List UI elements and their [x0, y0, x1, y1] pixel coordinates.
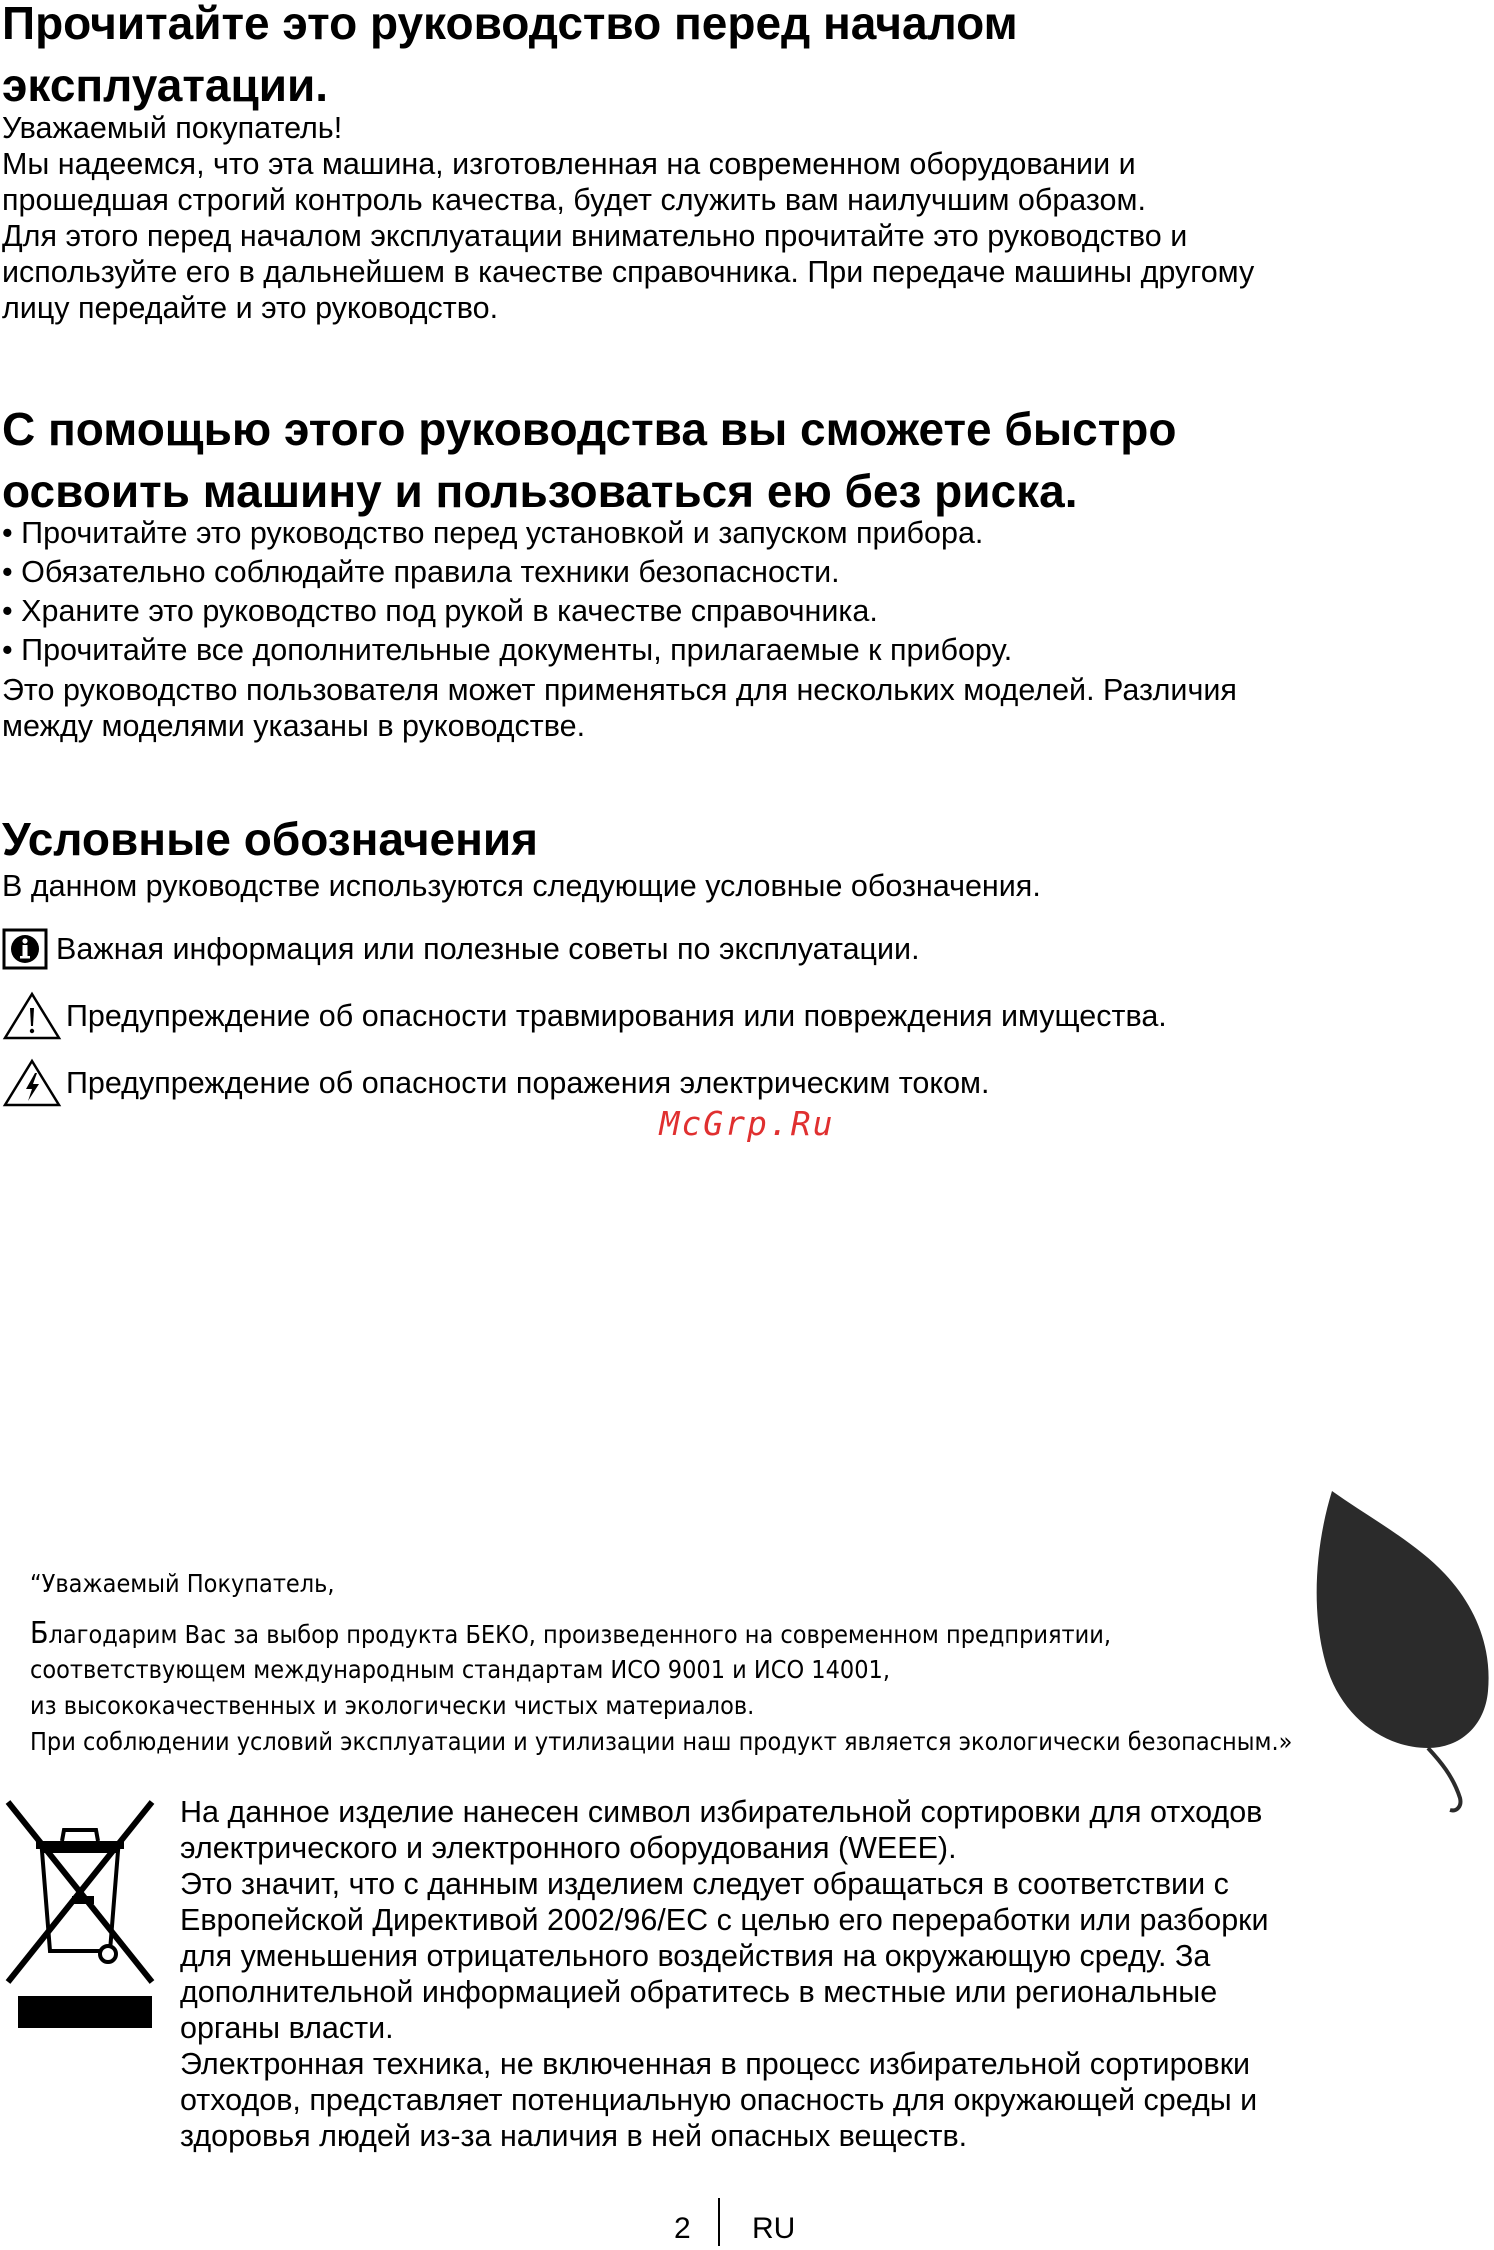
eco-line: [30, 1616, 1111, 1653]
list-item: • Обязательно соблюдайте правила техники безопасности.: [2, 555, 840, 589]
guide-title-line: С помощью этого руководства вы сможете быстро: [2, 403, 1177, 455]
guide-note-line: между моделями указаны в руководстве.: [2, 709, 586, 743]
list-item: • Прочитайте все дополнительные документы, прилагаемые к прибору.: [2, 633, 1013, 667]
weee-line: для уменьшения отрицательного воздействия на окружающую среду. За: [180, 1939, 1211, 1973]
language-code: RU: [752, 2212, 796, 2245]
intro-title: [2, 0, 1482, 116]
warning-icon: [2, 991, 62, 1041]
guide-title-line: освоить машину и пользоваться ею без риска.: [2, 465, 1078, 517]
symbols-title: Условные обозначения: [2, 813, 539, 865]
symbols-intro: В данном руководстве используются следующие условные обозначения.: [2, 869, 1041, 903]
electric-hazard-icon: [2, 1058, 62, 1108]
eco-line: из высококачественных и экологически чистых материалов.: [30, 1691, 755, 1720]
intro-paragraph-line: Мы надеемся, что эта машина, изготовленная на современном оборудовании и: [2, 147, 1136, 181]
symbol-row-info: [2, 924, 920, 974]
page-number: 2: [674, 2212, 691, 2245]
guide-title: [2, 398, 1482, 522]
guide-note-line: Это руководство пользователя может применяться для нескольких моделей. Различия: [2, 673, 1237, 707]
symbol-description: Предупреждение об опасности травмирования или повреждения имущества.: [66, 998, 1167, 1033]
eco-line: соответствующем международным стандартам ИСО 9001 и ИСО 14001,: [30, 1655, 890, 1684]
eco-dropcap: Б: [30, 1616, 49, 1651]
guide-bullet-list: [2, 514, 1490, 670]
eco-line: При соблюдении условий эксплуатации и утилизации наш продукт является экологически безопасным.»: [30, 1727, 1293, 1756]
intro-title-line: Прочитайте это руководство перед началом: [2, 0, 1018, 49]
weee-line: Это значит, что с данным изделием следует обращаться в соответствии с: [180, 1867, 1229, 1901]
list-item: • Храните это руководство под рукой в качестве справочника.: [2, 594, 878, 628]
weee-line: здоровья людей из-за наличия в ней опасных веществ.: [180, 2119, 968, 2153]
intro-title-line: эксплуатации.: [2, 59, 329, 111]
guide-note: [2, 672, 1490, 744]
symbol-row-warning: [2, 991, 1167, 1041]
info-icon: [2, 928, 48, 970]
weee-description: [180, 1794, 1490, 2154]
intro-body: [2, 110, 1490, 326]
crossed-bin-icon: [2, 1796, 158, 2032]
eco-greeting: “Уважаемый Покупатель,: [30, 1569, 335, 1598]
intro-paragraph-line: лицу передайте и это руководство.: [2, 291, 499, 325]
symbol-row-electric: [2, 1058, 990, 1108]
weee-line: органы власти.: [180, 2011, 394, 2045]
eco-line-text: лагодарим Вас за выбор продукта БЕКО, произведенного на современном предприятии,: [48, 1620, 1111, 1649]
intro-paragraph-line: используйте его в дальнейшем в качестве справочника. При передаче машины другому: [2, 255, 1255, 289]
watermark: McGrp.Ru: [659, 1104, 835, 1143]
intro-paragraph-line: Для этого перед началом эксплуатации внимательно прочитайте это руководство и: [2, 219, 1188, 253]
weee-line: Электронная техника, не включенная в процесс избирательной сортировки: [180, 2047, 1251, 2081]
list-item: • Прочитайте это руководство перед установкой и запуском прибора.: [2, 516, 984, 550]
weee-line: отходов, представляет потенциальную опасность для окружающей среды и: [180, 2083, 1258, 2117]
weee-line: дополнительной информацией обратитесь в местные или региональные: [180, 1975, 1218, 2009]
leaf-icon: [1310, 1486, 1494, 1816]
weee-line: Европейской Директивой 2002/96/ЕС с целью его переработки или разборки: [180, 1903, 1269, 1937]
weee-line: На данное изделие нанесен символ избирательной сортировки для отходов: [180, 1795, 1263, 1829]
symbol-description: Важная информация или полезные советы по эксплуатации.: [56, 931, 920, 966]
symbol-description: Предупреждение об опасности поражения электрическим током.: [66, 1065, 990, 1100]
intro-paragraph-line: прошедшая строгий контроль качества, будет служить вам наилучшим образом.: [2, 183, 1146, 217]
weee-line: электрического и электронного оборудования (WEEE).: [180, 1831, 957, 1865]
greeting: Уважаемый покупатель!: [2, 111, 343, 145]
footer-divider: [718, 2198, 720, 2246]
